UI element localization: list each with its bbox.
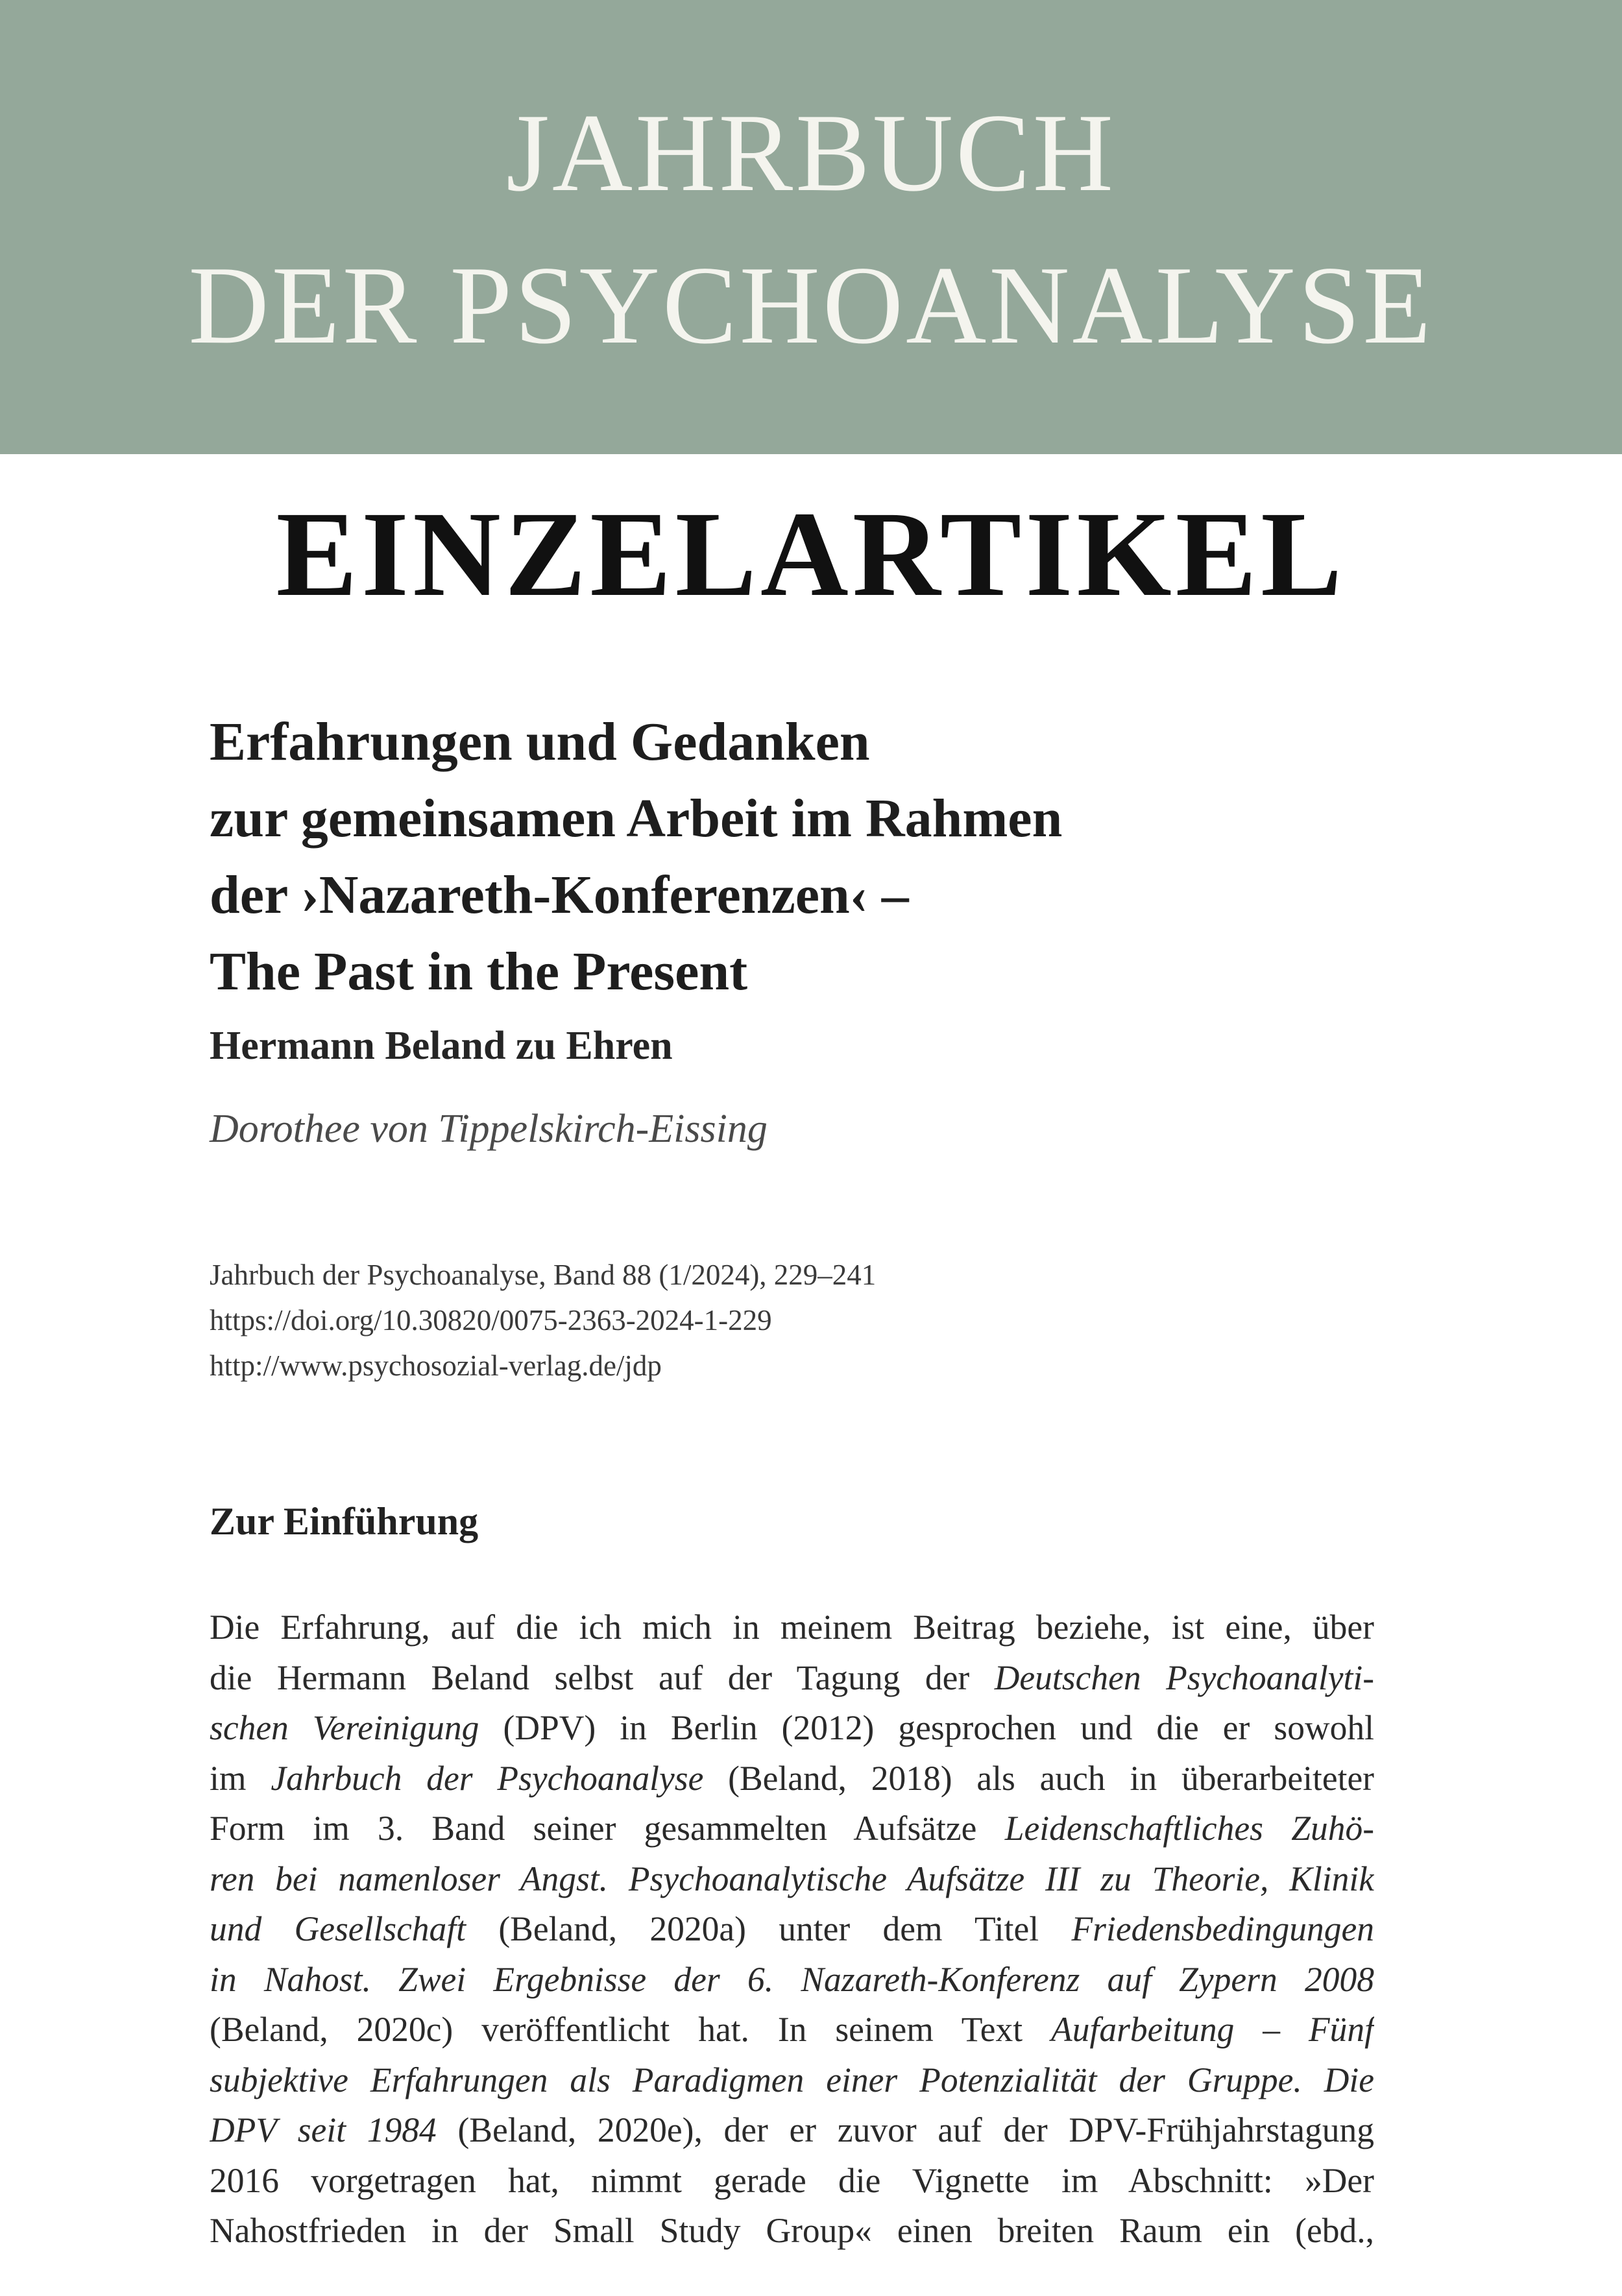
body-line — [210, 2156, 1374, 2206]
body-line — [210, 1854, 1374, 1905]
text-run: im — [210, 1758, 271, 1798]
text-run: (Beland, 2020a) unter dem Titel — [466, 1909, 1072, 1948]
journal-title-line-2: DER PSYCHOANALYSE — [188, 244, 1434, 367]
text-run: Die Erfahrung, auf die ich mich in meinem Beitrag beziehe, ist eine, über — [210, 1608, 1374, 1647]
italic-run: subjektive Erfahrungen als Paradigmen einer Potenzialität der Gruppe. Die — [210, 2060, 1374, 2099]
doi-link[interactable]: https://doi.org/10.30820/0075-2363-2024-1-229 — [210, 1304, 772, 1336]
italic-run: Deutschen Psychoanalyti- — [994, 1658, 1374, 1697]
body-line — [210, 1955, 1374, 2005]
article-author: Dorothee von Tippelskirch-Eissing — [210, 1107, 768, 1151]
body-line — [210, 2105, 1374, 2156]
publication-meta — [210, 1252, 876, 1388]
article-title-line: Erfahrungen und Gedanken — [210, 712, 870, 772]
body-line — [210, 1602, 1374, 1653]
text-run: 2016 vorgetragen hat, nimmt gerade die Vignette im Abschnitt: »Der — [210, 2160, 1374, 2200]
body-paragraph — [210, 1602, 1374, 2256]
italic-run: schen Vereinigung — [210, 1708, 479, 1747]
body-line — [210, 1804, 1374, 1854]
article-subtitle: Hermann Beland zu Ehren — [210, 1024, 673, 1068]
italic-run: und Gesellschaft — [210, 1909, 466, 1948]
text-run: die Hermann Beland selbst auf der Tagung der — [210, 1658, 995, 1697]
citation-line: Jahrbuch der Psychoanalyse, Band 88 (1/2024), 229–241 — [210, 1259, 877, 1291]
body-line — [210, 2206, 1374, 2256]
text-run: (Beland, 2020e), der er zuvor auf der DPV-Frühjahrstagung — [436, 2110, 1374, 2149]
text-run: (Beland, 2020c) veröffentlicht hat. In seinem Text — [210, 2010, 1052, 2049]
italic-run: Jahrbuch der Psychoanalyse — [271, 1758, 704, 1798]
article-title-line: zur gemeinsamen Arbeit im Rahmen — [210, 788, 1063, 849]
document-type-label: EINZELARTIKEL — [276, 486, 1346, 622]
body-line — [210, 2055, 1374, 2106]
body-line — [210, 2005, 1374, 2055]
text-run: Nahostfrieden in der Small Study Group« einen breiten Raum ein (ebd., — [210, 2211, 1374, 2250]
body-line — [210, 1904, 1374, 1955]
italic-run: in Nahost. Zwei Ergebnisse der 6. Nazareth-Konferenz auf Zypern 2008 — [210, 1959, 1374, 1999]
article-title-line: der ›Nazareth-Konferenzen‹ – — [210, 865, 909, 925]
article-title-line: The Past in the Present — [210, 941, 748, 1002]
italic-run: Aufarbeitung – Fünf — [1051, 2010, 1374, 2049]
italic-run: ren bei namenloser Angst. Psychoanalytische Aufsätze III zu Theorie, Klinik — [210, 1859, 1374, 1898]
article-title — [210, 704, 1062, 1010]
text-run: (Beland, 2018) als auch in überarbeiteter — [703, 1758, 1374, 1798]
journal-banner — [0, 0, 1622, 454]
text-run: (DPV) in Berlin (2012) gesprochen und die er sowohl — [479, 1708, 1374, 1747]
body-line — [210, 1754, 1374, 1804]
italic-run: DPV seit 1984 — [210, 2110, 437, 2149]
journal-url-link[interactable]: http://www.psychosozial-verlag.de/jdp — [210, 1349, 662, 1382]
body-line — [210, 1703, 1374, 1754]
section-heading: Zur Einführung — [210, 1500, 479, 1543]
journal-title-line-1: JAHRBUCH — [506, 91, 1116, 215]
italic-run: Leidenschaftliches Zuhö- — [1004, 1809, 1374, 1848]
text-run: Form im 3. Band seiner gesammelten Aufsätze — [210, 1809, 1005, 1848]
body-line — [210, 1653, 1374, 1704]
italic-run: Friedensbedingungen — [1071, 1909, 1374, 1948]
